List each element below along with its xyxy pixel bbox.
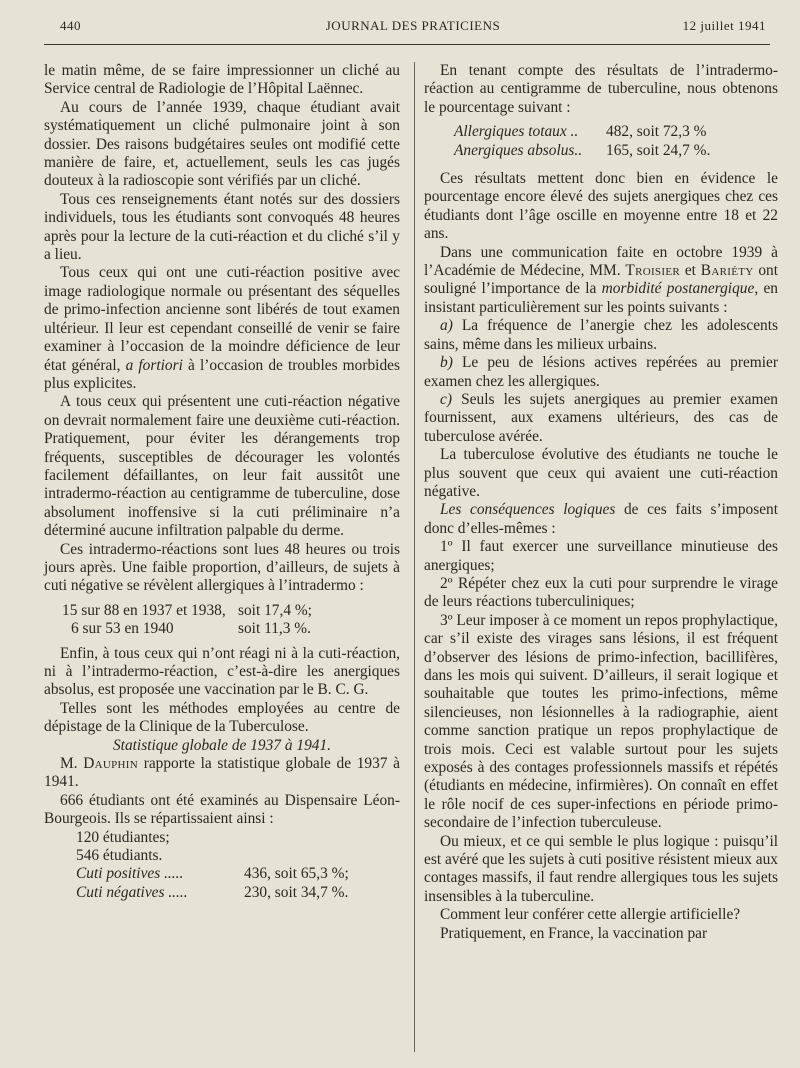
stat-row xyxy=(62,602,400,620)
stat-value: soit 17,4 %; xyxy=(238,601,312,619)
list-item: 2º Répéter chez eux la cuti pour surprendre le virage de leurs réactions tuberculiniques; xyxy=(424,574,778,611)
text-run: à l’occasion de troubles morbides plus explicites. xyxy=(44,356,400,392)
list-item: 1º Il faut exercer une surveillance minutieuse des anergiques; xyxy=(424,538,778,574)
text-run: et xyxy=(684,262,696,280)
text-run: M. xyxy=(60,755,78,773)
stat-label: 15 sur 88 en 1937 et 1938, xyxy=(62,601,226,619)
list-item xyxy=(424,391,778,446)
left-column xyxy=(44,62,400,902)
paragraph: Enfin, à tous ceux qui n’ont réagi ni à la cuti-réaction, ni à l’intradermo-réaction, c’est-à-dire les anergiques absolus, est proposée une vaccination par le B. C. G. xyxy=(44,644,400,699)
text-run: La fréquence de l’anergie chez les adolescents sains, même dans les milieux urbains. xyxy=(424,317,778,353)
paragraph xyxy=(424,244,778,318)
stat-label: Anergiques absolus.. xyxy=(454,141,583,159)
paragraph: Au cours de l’année 1939, chaque étudiant avait systématiquement un cliché pulmonaire joint à son dossier. Des raisons budgétaires seules ont modifié cette manière de faire, et, actuellement, seuls les cas jugés douteux à la radioscopie sont vérifiés par un cliché. xyxy=(44,98,400,190)
italic-run: a fortiori xyxy=(125,356,183,374)
journal-title: JOURNAL DES PRATICIENS xyxy=(325,18,501,33)
paragraph: Tous ces renseignements étant notés sur des dossiers individuels, tous les étudiants sont convoqués 48 heures après pour la lecture de la cuti-réaction et du cliché s’il y a lieu. xyxy=(44,190,400,264)
line: 120 étudiantes; xyxy=(76,828,170,846)
paragraph: Pratiquement, en France, la vaccination par xyxy=(440,924,708,942)
stat-value: 482, soit 72,3 % xyxy=(606,123,707,141)
author-name: Bariéty xyxy=(700,262,754,280)
section-title: Statistique globale de 1937 à 1941. xyxy=(112,736,332,754)
paragraph: Ces intradermo-réactions sont lues 48 heures ou trois jours après. Une faible proportion, d’ailleurs, de sujets à cuti négative se révèlent allergiques à l’intradermo : xyxy=(44,540,400,595)
text-run: de ces faits s’imposent donc d’elles-mêmes : xyxy=(424,501,778,537)
list-marker: c) xyxy=(440,390,452,408)
stat-row xyxy=(454,142,778,160)
stat-value: 230, soit 34,7 %. xyxy=(244,883,349,901)
stat-label: 6 sur 53 en 1940 xyxy=(71,620,174,638)
stat-value: soit 11,3 %. xyxy=(238,620,311,638)
cuti-stats xyxy=(76,865,400,902)
author-name: Troisier xyxy=(625,262,680,280)
line: 546 étudiants. xyxy=(76,847,163,865)
list-item xyxy=(424,354,778,391)
column-divider xyxy=(414,62,415,1052)
issue-date: 12 juillet 1941 xyxy=(682,18,766,33)
text-run: , en insistant particulièrement sur les points suivants : xyxy=(424,280,778,316)
text-run: Le peu de lésions actives repérées au premier examen chez les allergiques. xyxy=(424,354,778,390)
stat-value: 436, soit 65,3 %; xyxy=(244,865,349,883)
paragraph: Telles sont les méthodes employées au centre de dépistage de la Clinique de la Tuberculose. xyxy=(44,699,400,736)
stat-label: Allergiques totaux .. xyxy=(454,123,579,141)
stat-value: 165, soit 24,7 %. xyxy=(606,141,711,159)
author-name: Dauphin xyxy=(83,755,139,773)
stat-label: Cuti négatives ..... xyxy=(76,883,188,901)
stat-row xyxy=(454,123,778,141)
paragraph xyxy=(424,501,778,538)
list-item: 3º Leur imposer à ce moment un repos prophylactique, car s’il existe des virages sans lésions, il est fréquent d’observer des lésions de primo-infection, bacillifères, dans les mois qui suivent. D’ailleurs, il serait logique et souhaitable que toutes les primo-infections, même silencieuses, non lésionnelles à la radiographie, aient comme sanction pratique un repos prophylactique de trois mois. Ceci est valable surtout pour les sujets exposés à des contages professionnels massifs et répétés (étudiants en médecine, infirmières). On connaît en effet le rôle nocif de ces super-infections en période primo-secondaire de l’infection tuberculeuse. xyxy=(424,611,778,832)
list-marker: a) xyxy=(440,317,453,335)
header-rule xyxy=(44,44,770,45)
text-run: Tous ceux qui ont une cuti-réaction positive avec image radiologique normale ou présentant des séquelles de primo-infection ancienne sont libérés de tout examen ultérieur. Il leur est cependant conseillé de venir se faire examiner à l’occasion de la moindre déficience de leur état général, xyxy=(44,264,400,374)
paragraph: La tuberculose évolutive des étudiants ne touche le plus souvent que ceux qui avaient une cuti-réaction négative. xyxy=(424,446,778,500)
text-run: rapporte la statistique globale de 1937 à 1941. xyxy=(44,755,400,791)
list-item xyxy=(424,317,778,354)
paragraph: Comment leur conférer cette allergie artificielle? xyxy=(440,906,741,924)
paragraph: En tenant compte des résultats de l’intradermo-réaction au centigramme de tuberculine, nous obtenons le pourcentage suivant : xyxy=(424,62,778,116)
right-column xyxy=(424,62,778,943)
text-run: Seuls les sujets anergiques au premier examen fournissent, aux examens ultérieurs, des cas de tuberculose avérée. xyxy=(424,390,778,445)
stat-row xyxy=(76,865,400,883)
paragraph: le matin même, de se faire impressionner un cliché au Service central de Radiologie de l’Hôpital Laënnec. xyxy=(44,62,400,98)
allergy-stats xyxy=(454,123,778,160)
paragraph xyxy=(44,755,400,792)
italic-run: morbidité postanergique xyxy=(601,280,755,298)
italic-run: Les conséquences logiques xyxy=(440,501,616,519)
stat-row xyxy=(62,620,400,638)
list-marker: b) xyxy=(440,354,453,372)
page-header xyxy=(60,18,766,38)
paragraph: A tous ceux qui présentent une cuti-réaction négative on devrait normalement faire une deuxième cuti-réaction. Pratiquement, pour éviter les dérangements trop fréquents, susceptibles de décourager les volontés facilement défaillantes, on leur fait aussitôt une intradermo-réaction au centigramme de tuberculine, dose absolument inoffensive si la cuti préliminaire n’a déterminé aucune infiltration palpable du derme. xyxy=(44,393,400,540)
paragraph: 666 étudiants ont été examinés au Dispensaire Léon-Bourgeois. Ils se répartissaient ainsi : xyxy=(44,791,400,828)
intradermo-stats xyxy=(62,602,400,639)
paragraph: Ces résultats mettent donc bien en évidence le pourcentage encore élevé des sujets anergiques chez ces étudiants dont l’âge oscille en moyenne entre 18 et 22 ans. xyxy=(424,170,778,243)
text-run: Dans une communication faite en octobre 1939 à l’Académie de Médecine, MM. xyxy=(424,243,778,280)
stat-label: Cuti positives ..... xyxy=(76,865,184,883)
page-number: 440 xyxy=(60,18,81,33)
text-run: ont souligné l’importance de la xyxy=(424,262,778,298)
stat-row xyxy=(76,884,400,902)
paragraph xyxy=(44,264,400,393)
paragraph: Ou mieux, et ce qui semble le plus logique : puisqu’il est avéré que les sujets à cuti positive résistent mieux aux contages massifs, il faut rendre allergiques tous les sujets insensibles à la tuberculine. xyxy=(424,832,778,905)
